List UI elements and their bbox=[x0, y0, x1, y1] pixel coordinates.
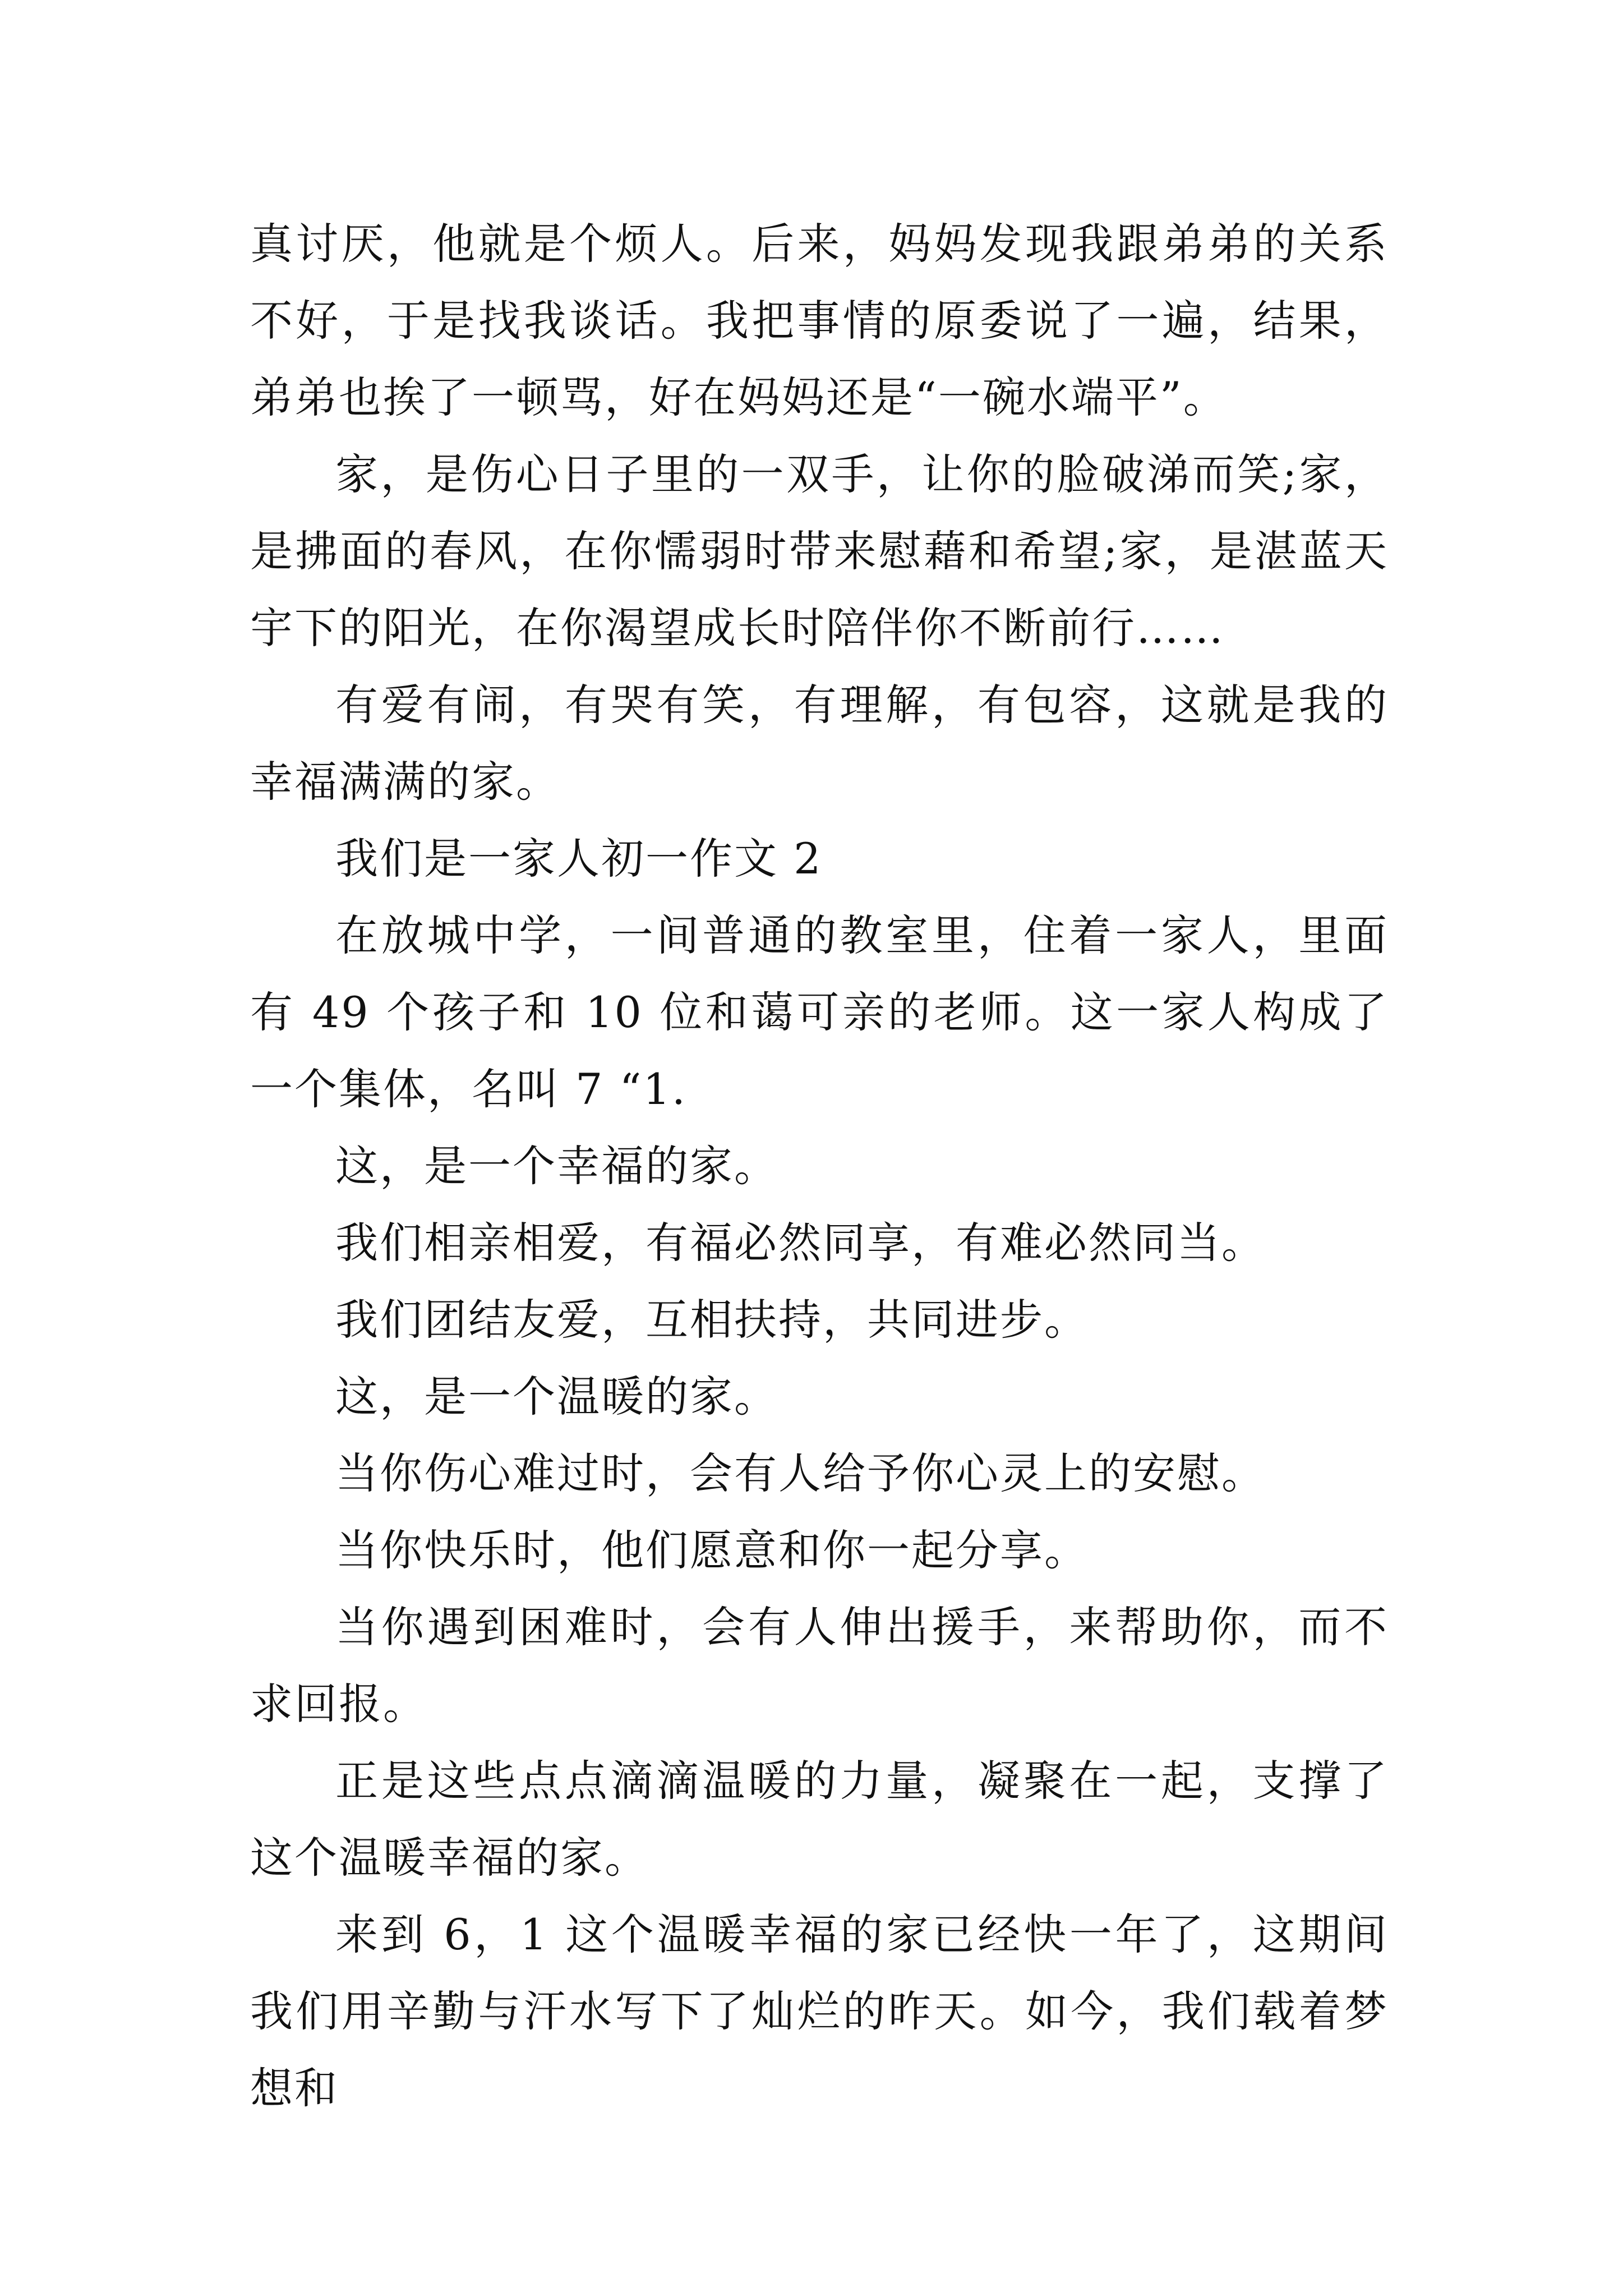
paragraph: 在放城中学，一间普通的教室里，住着一家人，里面有 49 个孩子和 10 位和蔼可亲的老师。这一家人构成了一个集体，名叫 7 “1. bbox=[250, 910, 1389, 1114]
paragraph: 家，是伤心日子里的一双手，让你的脸破涕而笑;家，是拂面的春风，在你懦弱时带来慰藉和希望;家，是湛蓝天宇下的阳光，在你渴望成长时陪伴你不断前行…… bbox=[250, 449, 1389, 653]
section-heading: 我们是一家人初一作文 2 bbox=[335, 834, 823, 884]
paragraph: 这，是一个幸福的家。 bbox=[335, 1141, 778, 1191]
paragraph: 有爱有闹，有哭有笑，有理解，有包容，这就是我的幸福满满的家。 bbox=[250, 680, 1389, 807]
paragraph: 我们团结友爱，互相扶持，共同进步。 bbox=[335, 1295, 1089, 1345]
paragraph: 正是这些点点滴滴温暖的力量，凝聚在一起，支撑了这个温暖幸福的家。 bbox=[250, 1756, 1389, 1883]
paragraph: 当你快乐时，他们愿意和你一起分享。 bbox=[335, 1525, 1089, 1575]
paragraph: 这，是一个温暖的家。 bbox=[335, 1372, 778, 1421]
paragraph: 当你伤心难过时，会有人给予你心灵上的安慰。 bbox=[335, 1448, 1266, 1498]
paragraph: 我们相亲相爱，有福必然同享，有难必然同当。 bbox=[335, 1218, 1266, 1268]
paragraph: 真讨厌，他就是个烦人。后来，妈妈发现我跟弟弟的关系不好，于是找我谈话。我把事情的原委说了一遍，结果，弟弟也挨了一顿骂，好在妈妈还是“一碗水端平”。 bbox=[250, 219, 1389, 422]
document-body bbox=[250, 205, 1389, 2127]
paragraph: 当你遇到困难时，会有人伸出援手，来帮助你，而不求回报。 bbox=[250, 1602, 1389, 1729]
paragraph: 来到 6，1 这个温暖幸福的家已经快一年了，这期间我们用辛勤与汗水写下了灿烂的昨天。如今，我们载着梦想和 bbox=[250, 1910, 1389, 2113]
